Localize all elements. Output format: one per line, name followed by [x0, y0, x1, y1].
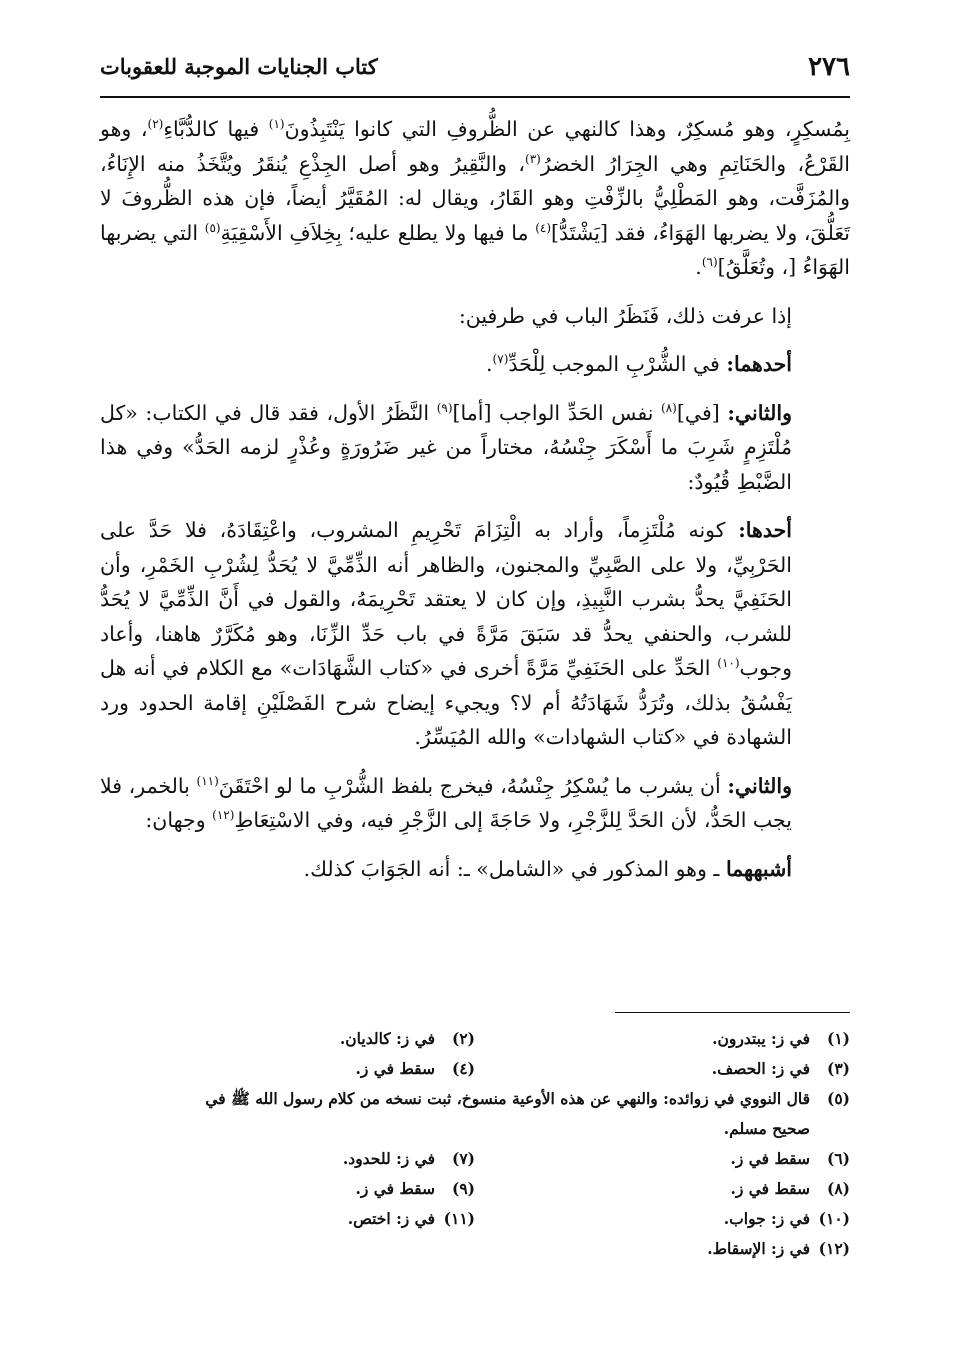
footnote-text: في ز: الإسقاط. — [707, 1239, 810, 1258]
footnote-10 — [475, 1204, 850, 1234]
footnotes — [100, 1024, 850, 1264]
text-run: الحَدِّ على الحَنَفِيِّ مَرَّةً أخرى في «كتاب الشَّهَادَات» مع الكلام في أنه هل يَفْسُقُ بذلك، وتُرَدُّ شَهَادَتُهُ أم لا؟ ويجيء إيضاح شرح الفَصْلَيْنِ إقامة الحدود ورد الشهادة في «كتاب الشهادات» والله المُيَسِّرُ. — [100, 656, 792, 749]
footnote-ref: (١٢) — [212, 808, 235, 823]
text-run: ـ وهو المذكور في «الشامل» ـ: أنه الجَوَابَ كذلك. — [303, 856, 726, 881]
footnote-text: سقط في ز. — [355, 1059, 435, 1078]
footnote-ref: (٤) — [535, 220, 552, 235]
text-run: . — [695, 255, 702, 279]
footnote-11 — [100, 1204, 475, 1234]
text-run: في الشُّرْبِ الموجب لِلْحَدِّ — [508, 352, 727, 376]
footnote-4 — [100, 1054, 475, 1084]
footnote-7 — [100, 1144, 475, 1174]
paragraph-label: أحدها: — [738, 518, 792, 542]
text-run: النَّظَرُ الأول، فقد قال في الكتاب: «كل مُلْتَزِمٍ شَرِبَ ما أَسْكَرَ جِنْسُهُ، مختاراً من غير ضَرُورَةٍ وعُذْرٍ لزمه الحَدُّ» وفي هذا الضَّبْطِ قُيُودٌ: — [100, 400, 792, 494]
footnote-text: في ز: للحدود. — [342, 1149, 435, 1168]
footnote-2 — [100, 1024, 475, 1054]
footnote-number: (٥) — [826, 1089, 850, 1108]
text-run: التي يضربها الهَوَاءُ [، وتُعَلَّقُ] — [100, 220, 850, 279]
footnote-ref: (٧) — [492, 352, 509, 367]
footnote-number: (٦) — [826, 1149, 850, 1168]
paragraph-label: أشبههما — [725, 856, 792, 881]
footnote-text: سقط في ز. — [730, 1179, 810, 1198]
footnote-row — [100, 1204, 850, 1234]
footnote-row — [100, 1054, 850, 1084]
footnote-separator — [615, 1012, 850, 1013]
text-run: بِمُسكِرٍ، وهو مُسكِرٌ، وهذا كالنهي عن الظُّروفِ التي كانوا يَنْتَبِذُونَ — [284, 117, 850, 141]
text-run: كونه مُلْتَزِماً، وأراد به الْتِزَامَ تَحْرِيمِ المشروب، واعْتِقَادَهُ، فلا حَدَّ على الحَرْبِيِّ، ولا على الصَّبِيِّ والمجنون، والظاهر أنه الذِّمِّيَّ لا يُحَدُّ لِشُرْبِ الخَمْرِ، وأن الحَنَفِيَّ يحدُّ بشرب النَّبِيذِ، وإن كان لا يعتقد تَحْرِيمَهُ، والقول في أَنَّ الذِّمِّيَّ لا يُحَدُّ للشرب، والحنفي يحدُّ قد سَبَقَ مَرَّةً في باب حَدِّ الزِّنَا، وهو مُكَرَّرٌ هاهنا، وأعاد وجوب — [100, 518, 792, 680]
paragraph-1 — [100, 112, 850, 285]
footnote-number: (٣) — [826, 1059, 850, 1078]
text-run: ، وهو القَرْعُ، والحَنَاتِمِ وهي الجِرَارُ الخضرُ — [100, 117, 850, 176]
footnote-ref: (٢) — [147, 117, 164, 132]
footnote-1 — [475, 1024, 850, 1054]
footnote-text: في ز: اختص. — [347, 1209, 435, 1228]
text-run: أن يشرب ما يُسْكِرُ جِنْسُهُ، فيخرج بلفظ الشُّرْبِ ما لو احْتَقَنَ — [218, 773, 728, 798]
footnote-5 — [100, 1084, 850, 1114]
footnote-row — [100, 1144, 850, 1174]
footnote-number: (١١) — [443, 1209, 475, 1228]
text-run: ، والنَّقِيرُ وهو أصل الجِذْعِ يُنقَرُ ويُتَّخَذُ منه الإِنَاءُ، والمُزَفَّت، وهو المَطْلِيُّ بالزِّفْتِ وهو القَارُ، ويقال له: المُقَيَّرُ أيضاً، فإن هذه الظُّروفَ لا تَعَلُّقَ، ولا يضربها الهَوَاءُ، فقد [يَشْتَدُّ] — [100, 151, 851, 245]
footnote-text: في ز: كالديان. — [339, 1029, 435, 1048]
footnote-number: (١) — [826, 1029, 850, 1048]
paragraph-5 — [100, 513, 850, 755]
footnote-12 — [475, 1234, 850, 1264]
footnote-3 — [475, 1054, 850, 1084]
paragraph-7 — [100, 852, 850, 887]
text-run: نفس الحَدِّ الواجب [أما] — [452, 400, 662, 425]
footnote-row — [100, 1114, 850, 1144]
footnote-ref: (٨) — [661, 400, 677, 415]
text-run: فيها كالدُّبَّاءِ — [163, 117, 269, 141]
footnote-6 — [475, 1144, 850, 1174]
footnote-number: (١٠) — [818, 1209, 850, 1228]
footnote-number: (٤) — [451, 1059, 475, 1078]
footnote-ref: (٩) — [436, 400, 453, 415]
text-run: ما فيها ولا يطلع عليه؛ بِخِلاَفِ الأَسْقِيَةِ — [220, 220, 536, 245]
text-run: وجهان: — [145, 808, 213, 832]
text-run: . — [486, 352, 493, 376]
page-number: ٢٧٦ — [808, 52, 850, 82]
footnote-number: (٨) — [826, 1179, 850, 1198]
paragraph-4 — [100, 396, 850, 500]
footnote-text: قال النووي في زوائده: والنهي عن هذه الأوعية منسوخ، ثبت نسخه من كلام رسول الله ﷺ في — [205, 1089, 810, 1108]
footnote-ref: (٣) — [525, 151, 541, 166]
footnote-number: (١٢) — [818, 1239, 850, 1258]
paragraph-label: والثاني: — [727, 400, 792, 425]
text-run: بالخمر، فلا يجب الحَدُّ، لأن الحَدَّ لِلزَّجْرِ، ولا حَاجَةَ إلى الزَّجْرِ فيه، وفي الاسْتِعَاطِ — [100, 773, 792, 832]
footnote-ref: (٦) — [701, 255, 718, 270]
text-run: [في] — [676, 400, 728, 425]
footnote-5-continued: صحيح مسلم. — [723, 1119, 810, 1138]
footnote-ref: (١١) — [196, 773, 219, 788]
paragraph-label: أحدهما: — [726, 352, 792, 376]
footnote-text: سقط في ز. — [355, 1179, 435, 1198]
footnote-text: في ز: جواب. — [723, 1209, 810, 1228]
footnote-row — [100, 1084, 850, 1114]
footnote-text: في ز: الحصف. — [711, 1059, 810, 1078]
footnote-row — [100, 1024, 850, 1054]
footnote-8 — [475, 1174, 850, 1204]
running-title: كتاب الجنايات الموجبة للعقوبات — [100, 54, 378, 79]
paragraph-6 — [100, 769, 850, 838]
footnote-row — [100, 1174, 850, 1204]
paragraph-2: إذا عرفت ذلك، فَنَظَرُ الباب في طرفين: — [458, 303, 792, 328]
footnote-9 — [100, 1174, 475, 1204]
footnote-number: (٩) — [451, 1179, 475, 1198]
footnote-text: في ز: يبتدرون. — [712, 1029, 810, 1048]
paragraph-label: والثاني: — [727, 773, 792, 798]
footnote-ref: (٥) — [204, 220, 221, 235]
paragraph-3 — [100, 347, 850, 382]
footnote-number: (٧) — [451, 1149, 475, 1168]
footnote-number: (٢) — [451, 1029, 475, 1048]
footnote-row — [100, 1234, 850, 1264]
footnote-ref: (١) — [268, 117, 285, 132]
footnote-text: سقط في ز. — [730, 1149, 810, 1168]
page-header — [100, 46, 850, 98]
main-text — [100, 112, 850, 900]
footnote-ref: (١٠) — [717, 656, 740, 671]
